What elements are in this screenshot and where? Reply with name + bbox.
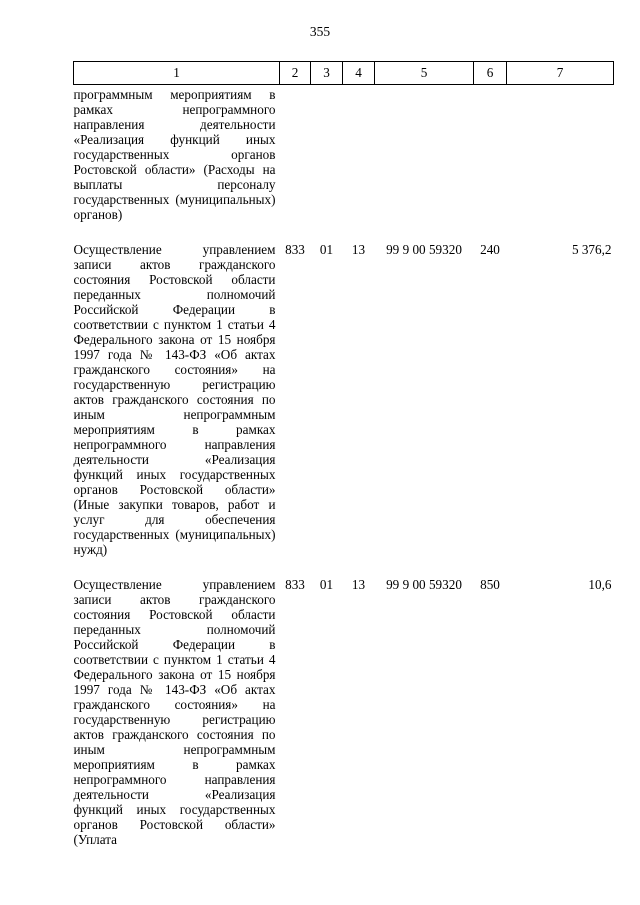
row-section-code: 01 xyxy=(319,577,334,592)
row-section-code xyxy=(311,85,343,223)
table-row xyxy=(74,222,614,557)
row-description: программным мероприятиям в рамках непрограммного направления деятельности «Реализация функций иных государственных органов Ростовской области» (Расходы на выплаты персоналу государственных (муниципальных) органов) xyxy=(73,87,276,222)
row-amount xyxy=(507,85,614,223)
column-header-2: 2 xyxy=(280,62,311,85)
row-expense-type xyxy=(474,85,507,223)
row-subsection-code xyxy=(343,85,375,223)
column-header-3: 3 xyxy=(311,62,343,85)
table-header-row xyxy=(74,62,614,85)
row-ministry-code: 833 xyxy=(285,577,305,592)
row-description: Осуществление управлением записи актов гражданского состояния Ростовской области переданных полномочий Российской Федерации в соответствии с пунктом 1 статьи 4 Федерального закона от 15 ноября 1997 года № 143-ФЗ «Об актах гражданского состояния» на государственную регистрацию актов гражданского состояния по иным непрограммным мероприятиям в рамках непрограммного направления деятельности «Реализация функций иных государственных органов Ростовской области» (Уплата xyxy=(73,577,276,847)
row-section-code: 01 xyxy=(319,242,334,257)
table-row xyxy=(74,85,614,223)
row-target-article: 99 9 00 59320 xyxy=(386,242,462,257)
column-header-1: 1 xyxy=(74,62,280,85)
table-row xyxy=(74,557,614,847)
row-subsection-code: 13 xyxy=(351,577,366,592)
row-expense-type: 240 xyxy=(480,242,500,257)
row-ministry-code: 833 xyxy=(285,242,305,257)
row-description: Осуществление управлением записи актов гражданского состояния Ростовской области переданных полномочий Российской Федерации в соответствии с пунктом 1 статьи 4 Федерального закона от 15 ноября 1997 года № 143-ФЗ «Об актах гражданского состояния» на государственную регистрацию актов гражданского состояния по иным непрограммным мероприятиям в рамках непрограммного направления деятельности «Реализация функций иных государственных органов Ростовской области» (Иные закупки товаров, работ и услуг для обеспечения государственных (муниципальных) нужд) xyxy=(73,242,276,557)
column-header-7: 7 xyxy=(507,62,614,85)
column-header-5: 5 xyxy=(375,62,474,85)
row-ministry-code xyxy=(280,85,311,223)
row-amount: 10,6 xyxy=(588,577,612,592)
row-subsection-code: 13 xyxy=(351,242,366,257)
budget-table xyxy=(73,61,614,847)
column-header-6: 6 xyxy=(474,62,507,85)
row-target-article xyxy=(375,85,474,223)
row-expense-type: 850 xyxy=(480,577,500,592)
page-number: 355 xyxy=(309,24,331,39)
column-header-4: 4 xyxy=(343,62,375,85)
row-amount: 5 376,2 xyxy=(571,242,612,257)
row-target-article: 99 9 00 59320 xyxy=(386,577,462,592)
